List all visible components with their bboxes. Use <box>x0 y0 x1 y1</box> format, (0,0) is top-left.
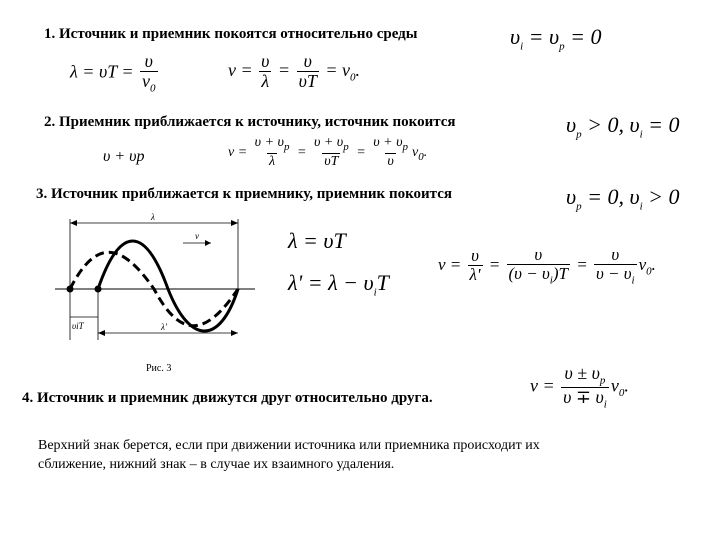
section2-eq-nu: ν = $\frac{\upsilon + \upsilon_p}{\lambda}$ = $\frac{\upsilon + \upsilon_p}{\upsilon T}$ = $\frac{\upsilon + \upsilon_p}{\upsilon}$ $\nu_0$. <box>228 135 428 170</box>
sign-note-line2: сближение, нижний знак – в случае их взаимного удаления. <box>38 457 395 472</box>
uiT-label: υiT <box>72 321 84 331</box>
shifted-wave-solid <box>98 241 238 331</box>
section3-eq-lambda: λ = υT <box>288 228 346 253</box>
section3-eq-nu: ν = $\frac{\upsilon}{\lambda'}$ = $\frac{\upsilon}{(\upsilon - \upsilon_i)T}$ = $\frac{\upsilon}{\upsilon - \upsilon_i}$ $\nu_0$. <box>438 245 656 287</box>
section2-condition: $\upsilon_p > 0$, $\upsilon_i = 0$ <box>566 112 680 141</box>
lambda-arrow-head-left <box>70 220 77 226</box>
doppler-wave-figure <box>55 205 255 345</box>
lambda-arrow-head-right <box>231 220 238 226</box>
figure-caption: Рис. 3 <box>146 363 172 374</box>
section4-heading: 4. Источник и приемник движутся друг относительно друга. <box>22 390 433 406</box>
lambda-label: λ <box>151 212 155 222</box>
section1-eq-lambda: λ = υT = $\frac{\upsilon}{\nu_0}$ <box>70 51 156 95</box>
sign-note-line1: Верхний знак берется, если при движении источника или приемника происходит их <box>38 438 540 453</box>
lambda-prime-label: λ' <box>161 322 167 332</box>
section1-eq-nu: ν = $\frac{\upsilon}{\lambda}$ = $\frac{\upsilon}{\upsilon T}$ = $\nu_0$. <box>228 51 360 91</box>
section1-condition: $\upsilon_i = \upsilon_p = 0$ <box>510 24 602 53</box>
velocity-label: v <box>195 231 199 241</box>
section2-heading: 2. Приемник приближается к источнику, источник покоится <box>44 114 456 130</box>
section1-heading: 1. Источник и приемник покоятся относительно среды <box>44 26 418 42</box>
section3-eq-lambda-prime: $\lambda' = \lambda - \upsilon_iT$ <box>288 270 389 299</box>
section2-eq-small: υ + υp <box>103 148 145 165</box>
lambda-prime-arrow-head-right <box>231 330 238 336</box>
lambda-prime-arrow-head-left <box>98 330 105 336</box>
section4-eq-nu: ν = $\frac{\upsilon \pm \upsilon_p}{\upsilon \mp \upsilon_i}$ $\nu_0$. <box>530 363 629 411</box>
velocity-arrow-head <box>205 240 211 246</box>
section3-condition: $\upsilon_p = 0$, $\upsilon_i > 0$ <box>566 184 680 213</box>
section3-heading: 3. Источник приближается к приемнику, приемник покоится <box>36 186 453 202</box>
